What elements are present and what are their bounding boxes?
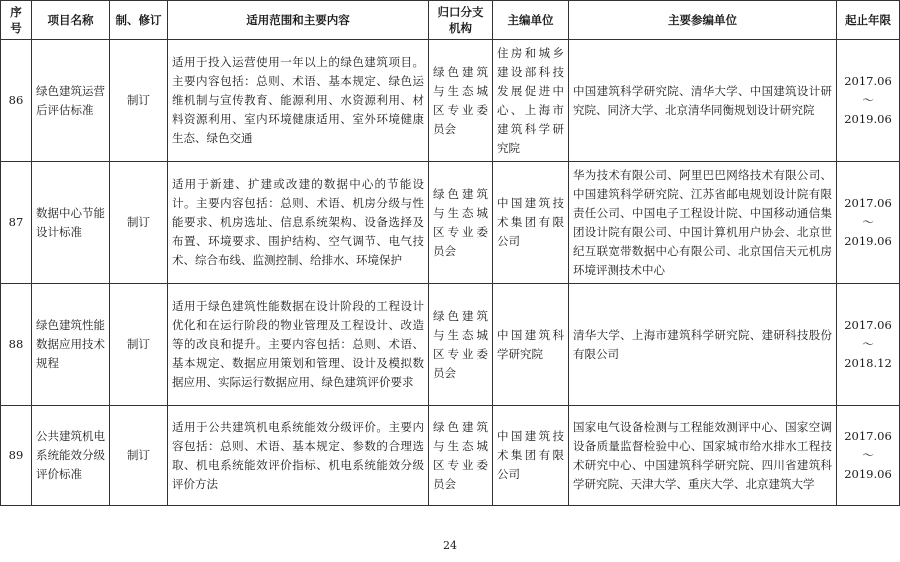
period-sep: ～ [862,337,874,351]
header-row [1,1,900,40]
table-row [1,162,900,284]
cell-org: 绿色建筑与生态城区专业委员会 [429,162,493,284]
cell-scope: 适用于投入运营使用一年以上的绿色建筑项目。主要内容包括：总则、术语、基本规定、绿色运维机制与宣传教育、能源利用、水资源利用、材料资源利用、室内环境健康适用、室外环境健康生态、绿色交通 [168,40,429,162]
period-sep: ～ [862,215,874,229]
period-end: 2018.12 [844,356,892,370]
header-participants: 主要参编单位 [569,1,837,40]
cell-period [837,162,900,284]
cell-type: 制订 [110,162,168,284]
cell-no: 88 [1,284,32,406]
cell-no: 89 [1,406,32,506]
cell-name: 绿色建筑性能数据应用技术规程 [32,284,110,406]
cell-period [837,284,900,406]
period-start: 2017.06 [844,74,892,88]
header-scope: 适用范围和主要内容 [168,1,429,40]
period-end: 2019.06 [844,112,892,126]
cell-editor: 住房和城乡建设部科技发展促进中心、上海市建筑科学研究院 [493,40,569,162]
cell-scope: 适用于公共建筑机电系统能效分级评价。主要内容包括：总则、术语、基本规定、参数的合理选取、机电系统能效评价指标、机电系统能效分级评价方法 [168,406,429,506]
cell-org: 绿色建筑与生态城区专业委员会 [429,40,493,162]
header-type: 制、修订 [110,1,168,40]
cell-participants: 清华大学、上海市建筑科学研究院、建研科技股份有限公司 [569,284,837,406]
cell-no: 86 [1,40,32,162]
table-row [1,40,900,162]
table-row [1,284,900,406]
cell-type: 制订 [110,40,168,162]
period-end: 2019.06 [844,234,892,248]
period-start: 2017.06 [844,196,892,210]
header-no: 序号 [1,1,32,40]
header-editor: 主编单位 [493,1,569,40]
period-start: 2017.06 [844,318,892,332]
cell-scope: 适用于绿色建筑性能数据在设计阶段的工程设计优化和在运行阶段的物业管理及工程设计、改造等的改良和提升。主要内容包括：总则、术语、基本规定、数据应用策划和管理、设计及模拟数据应用、实际运行数据应用、绿色建筑评价要求 [168,284,429,406]
cell-name: 公共建筑机电系统能效分级评价标准 [32,406,110,506]
cell-scope: 适用于新建、扩建或改建的数据中心的节能设计。主要内容包括：总则、术语、机房分级与性能要求、机房选址、信息系统架构、设备选择及布置、环境要求、围护结构、空气调节、电气技术、综合布线、监测控制、给排水、环境保护 [168,162,429,284]
cell-period [837,40,900,162]
cell-type: 制订 [110,406,168,506]
header-period: 起止年限 [837,1,900,40]
cell-org: 绿色建筑与生态城区专业委员会 [429,406,493,506]
cell-period [837,406,900,506]
page-number: 24 [443,539,457,552]
period-sep: ～ [862,93,874,107]
header-org: 归口分支机构 [429,1,493,40]
cell-type: 制订 [110,284,168,406]
header-name: 项目名称 [32,1,110,40]
cell-participants: 华为技术有限公司、阿里巴巴网络技术有限公司、中国建筑科学研究院、江苏省邮电规划设计院有限责任公司、中国电子工程设计院、中国移动通信集团设计院有限公司、中国计算机用户协会、北京世纪互联宽带数据中心有限公司、北京国信天元机房环境评测技术中心 [569,162,837,284]
cell-name: 绿色建筑运营后评估标准 [32,40,110,162]
cell-editor: 中国建筑技术集团有限公司 [493,406,569,506]
cell-participants: 中国建筑科学研究院、清华大学、中国建筑设计研究院、同济大学、北京清华同衡规划设计研究院 [569,40,837,162]
cell-org: 绿色建筑与生态城区专业委员会 [429,284,493,406]
table-row [1,406,900,506]
cell-no: 87 [1,162,32,284]
cell-participants: 国家电气设备检测与工程能效测评中心、国家空调设备质量监督检验中心、国家城市给水排水工程技术研究中心、中国建筑科学研究院、四川省建筑科学研究院、天津大学、重庆大学、北京建筑大学 [569,406,837,506]
cell-editor: 中国建筑科学研究院 [493,284,569,406]
cell-name: 数据中心节能设计标准 [32,162,110,284]
period-sep: ～ [862,448,874,462]
period-end: 2019.06 [844,467,892,481]
period-start: 2017.06 [844,429,892,443]
cell-editor: 中国建筑技术集团有限公司 [493,162,569,284]
